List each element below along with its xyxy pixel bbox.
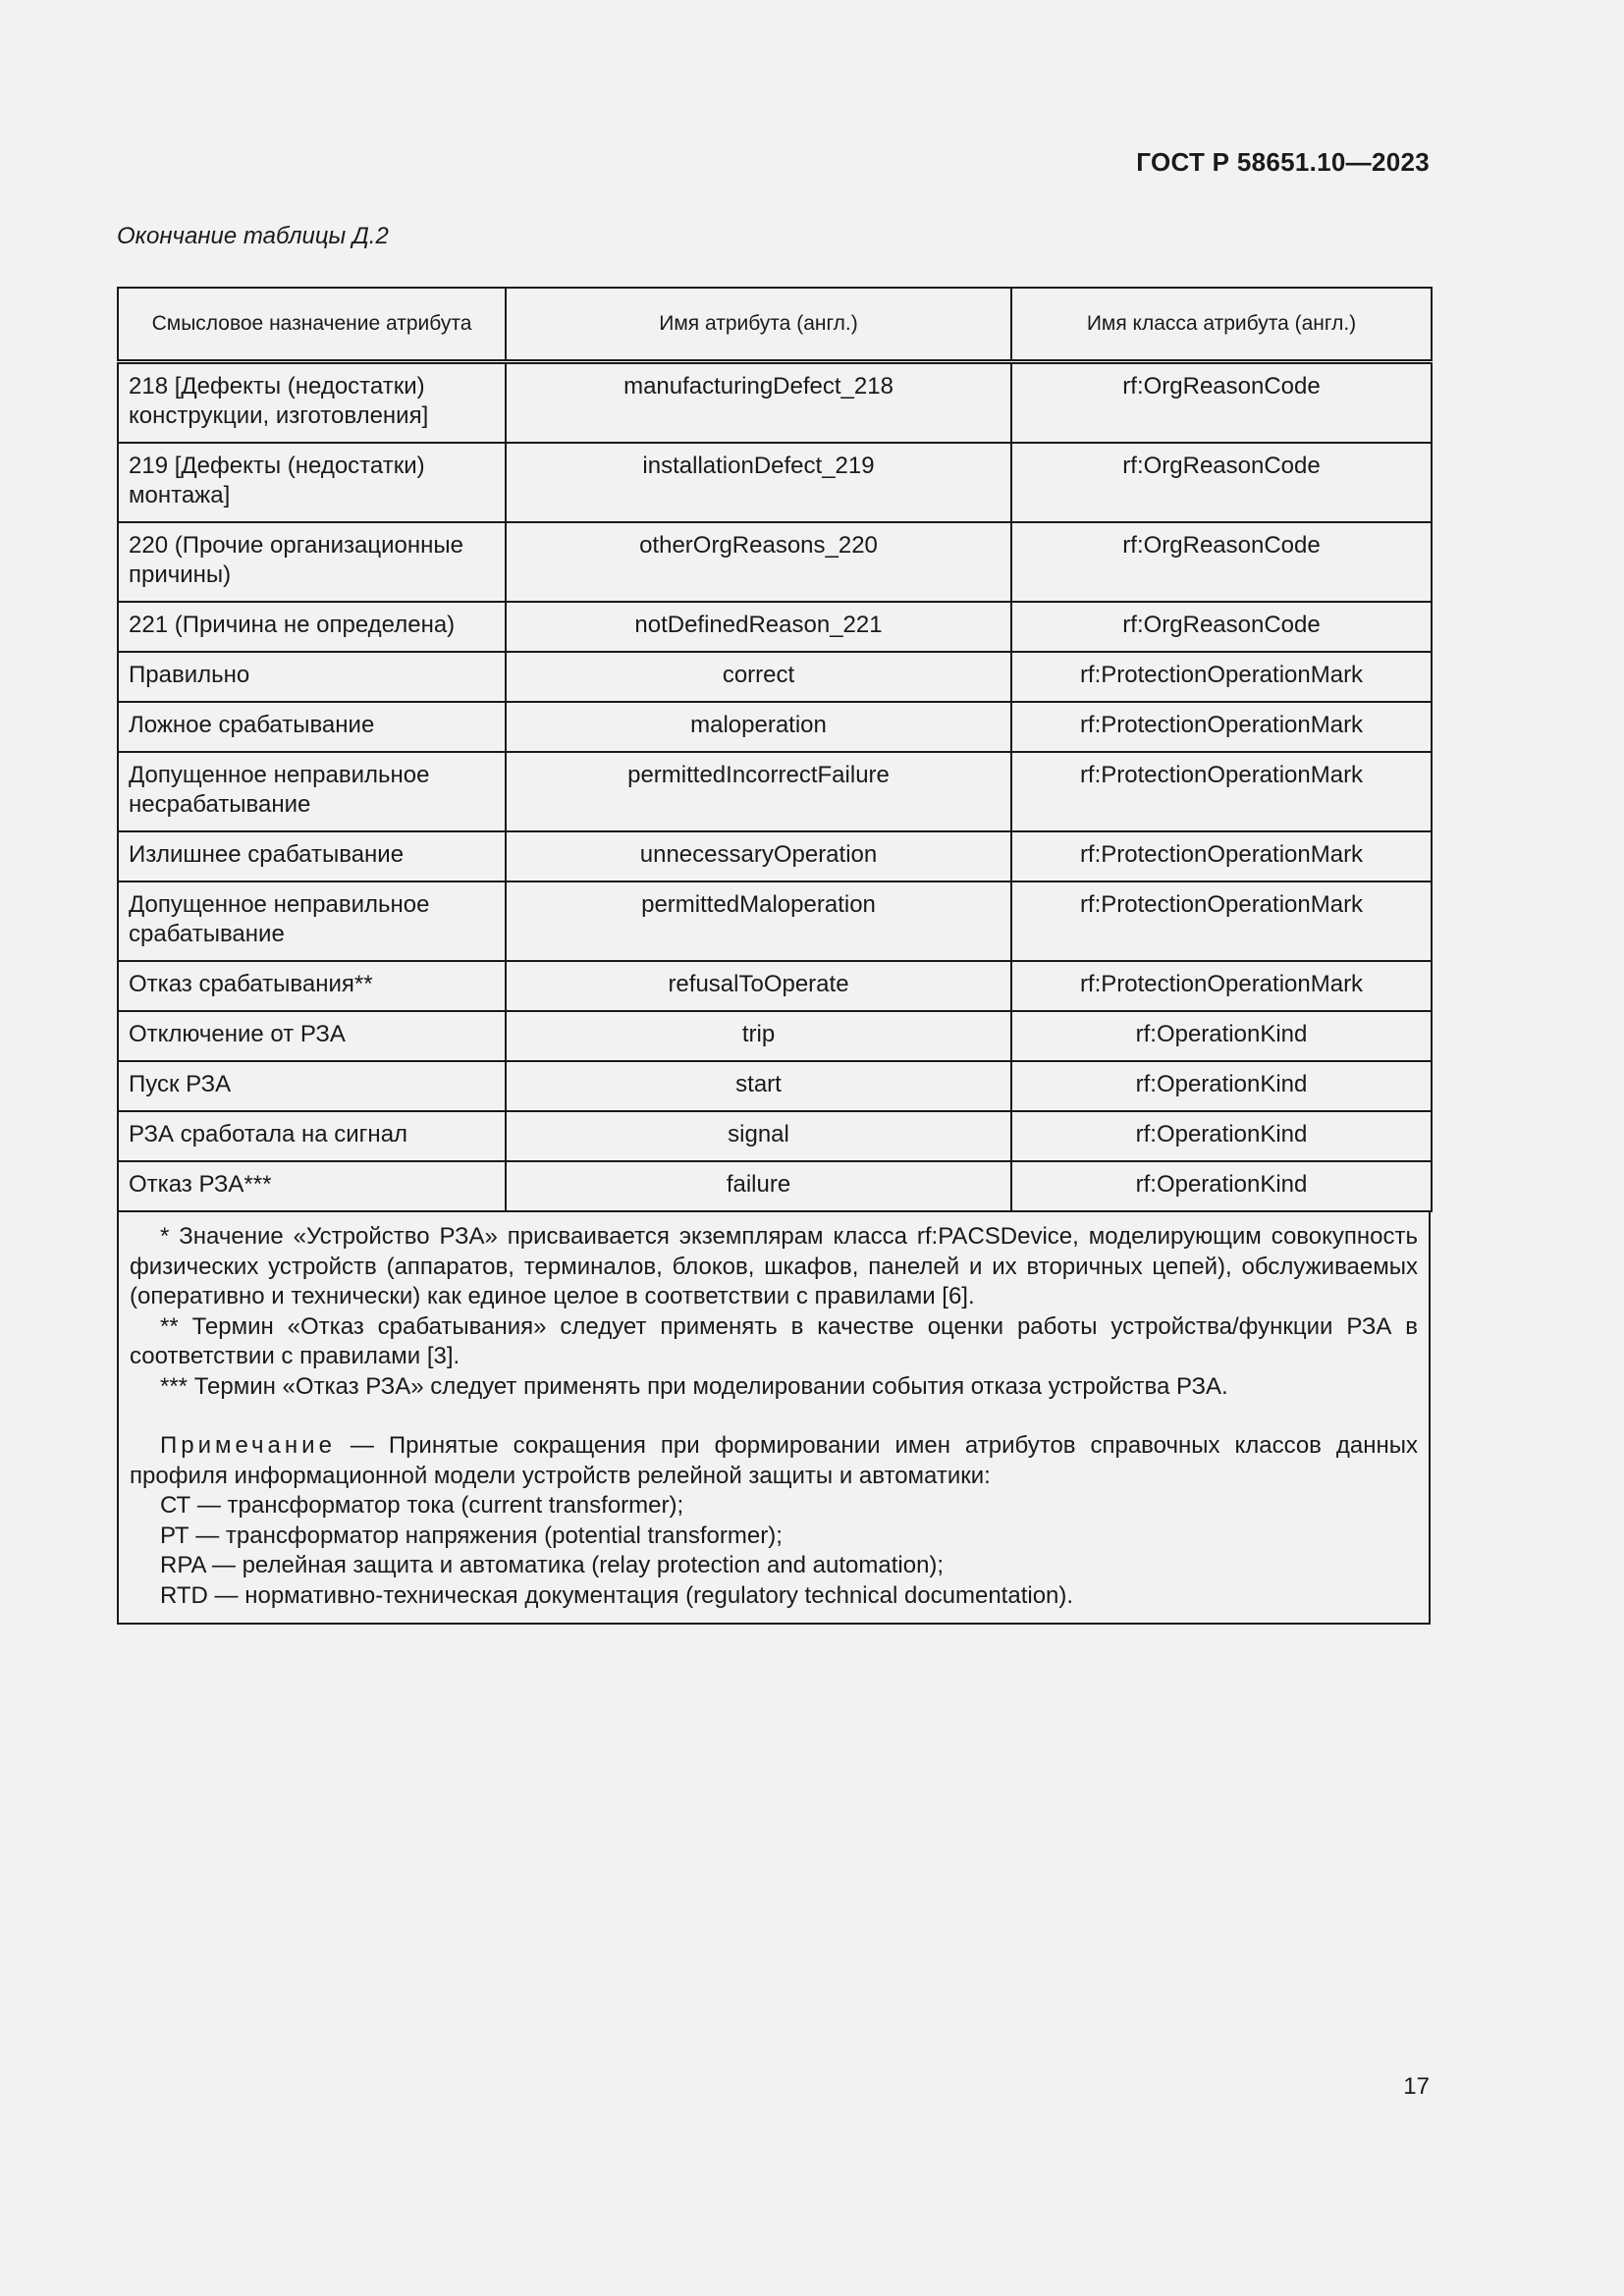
- cell-attribute-name: signal: [506, 1111, 1011, 1161]
- cell-attribute-name: installationDefect_219: [506, 443, 1011, 522]
- abbreviation-rpa: RPA — релейная защита и автоматика (relay protection and automation);: [160, 1552, 945, 1578]
- table-row: [118, 752, 1432, 831]
- table-row: [118, 362, 1432, 444]
- column-header-meaning: Смысловое назначение атрибута: [118, 288, 506, 362]
- cell-meaning: Пуск РЗА: [118, 1061, 506, 1111]
- table-row: [118, 1111, 1432, 1161]
- table-row: [118, 961, 1432, 1011]
- cell-class-name: rf:OrgReasonCode: [1011, 362, 1432, 444]
- cell-class-name: rf:OrgReasonCode: [1011, 602, 1432, 652]
- note-paragraph: [130, 1431, 1418, 1491]
- note-label: Примечание: [160, 1432, 336, 1459]
- table-row: [118, 702, 1432, 752]
- table-row: [118, 831, 1432, 881]
- cell-attribute-name: unnecessaryOperation: [506, 831, 1011, 881]
- cell-meaning: РЗА сработала на сигнал: [118, 1111, 506, 1161]
- cell-attribute-name: failure: [506, 1161, 1011, 1211]
- cell-attribute-name: permittedMaloperation: [506, 881, 1011, 961]
- cell-attribute-name: refusalToOperate: [506, 961, 1011, 1011]
- attribute-table: [117, 287, 1433, 1212]
- cell-attribute-name: maloperation: [506, 702, 1011, 752]
- cell-meaning: Ложное срабатывание: [118, 702, 506, 752]
- cell-attribute-name: start: [506, 1061, 1011, 1111]
- cell-meaning: Излишнее срабатывание: [118, 831, 506, 881]
- abbreviation-rtd: RTD — нормативно-техническая документация (regulatory technical documentation).: [160, 1581, 1074, 1609]
- cell-meaning: Отключение от РЗА: [118, 1011, 506, 1061]
- cell-class-name: rf:OrgReasonCode: [1011, 522, 1432, 602]
- cell-class-name: rf:OperationKind: [1011, 1061, 1432, 1111]
- cell-class-name: rf:ProtectionOperationMark: [1011, 752, 1432, 831]
- table-row: [118, 522, 1432, 602]
- cell-attribute-name: manufacturingDefect_218: [506, 362, 1011, 444]
- cell-class-name: rf:OperationKind: [1011, 1161, 1432, 1211]
- cell-class-name: rf:ProtectionOperationMark: [1011, 652, 1432, 702]
- page-number: 17: [1403, 2073, 1430, 2100]
- table-body: [118, 362, 1432, 1212]
- note-text: — Принятые сокращения при формировании имен атрибутов справочных классов данных профиля информационной модели устройств релейной защиты и автоматики:: [130, 1432, 1418, 1489]
- table-row: [118, 652, 1432, 702]
- cell-attribute-name: notDefinedReason_221: [506, 602, 1011, 652]
- table-caption: Окончание таблицы Д.2: [117, 223, 389, 249]
- attribute-table-container: [117, 287, 1431, 1625]
- cell-meaning: 220 (Прочие организационные причины): [118, 522, 506, 602]
- table-row: [118, 1011, 1432, 1061]
- cell-class-name: rf:OrgReasonCode: [1011, 443, 1432, 522]
- document-code: ГОСТ Р 58651.10—2023: [1136, 147, 1430, 177]
- cell-class-name: rf:ProtectionOperationMark: [1011, 881, 1432, 961]
- cell-class-name: rf:ProtectionOperationMark: [1011, 961, 1432, 1011]
- cell-class-name: rf:ProtectionOperationMark: [1011, 831, 1432, 881]
- cell-meaning: Правильно: [118, 652, 506, 702]
- table-row: [118, 881, 1432, 961]
- table-row: [118, 1161, 1432, 1211]
- table-notes: [117, 1212, 1431, 1625]
- cell-attribute-name: otherOrgReasons_220: [506, 522, 1011, 602]
- cell-attribute-name: trip: [506, 1011, 1011, 1061]
- notes-spacer: [130, 1402, 1418, 1431]
- cell-meaning: Отказ срабатывания**: [118, 961, 506, 1011]
- cell-meaning: Допущенное неправильное несрабатывание: [118, 752, 506, 831]
- table-row: [118, 443, 1432, 522]
- cell-meaning: Допущенное неправильное срабатывание: [118, 881, 506, 961]
- cell-meaning: Отказ РЗА***: [118, 1161, 506, 1211]
- cell-class-name: rf:OperationKind: [1011, 1011, 1432, 1061]
- cell-attribute-name: correct: [506, 652, 1011, 702]
- table-row: [118, 1061, 1432, 1111]
- cell-meaning: 221 (Причина не определена): [118, 602, 506, 652]
- cell-class-name: rf:OperationKind: [1011, 1111, 1432, 1161]
- column-header-attribute-name: Имя атрибута (англ.): [506, 288, 1011, 362]
- footnote-2: ** Термин «Отказ срабатывания» следует применять в качестве оценки работы устройства/функции РЗА в соответствии с правилами [3].: [130, 1312, 1418, 1369]
- abbreviation-pt: РТ — трансформатор напряжения (potential transformer);: [160, 1522, 783, 1549]
- cell-meaning: 219 [Дефекты (недостатки) монтажа]: [118, 443, 506, 522]
- table-header-row: [118, 288, 1432, 362]
- abbreviation-ct: СТ — трансформатор тока (current transformer);: [160, 1492, 684, 1519]
- cell-meaning: 218 [Дефекты (недостатки) конструкции, изготовления]: [118, 362, 506, 444]
- cell-attribute-name: permittedIncorrectFailure: [506, 752, 1011, 831]
- table-row: [118, 602, 1432, 652]
- column-header-class-name: Имя класса атрибута (англ.): [1011, 288, 1432, 362]
- cell-class-name: rf:ProtectionOperationMark: [1011, 702, 1432, 752]
- footnote-1: * Значение «Устройство РЗА» присваивается экземплярам класса rf:PACSDevice, моделирующим совокупность физических устройств (аппаратов, терминалов, блоков, шкафов, панелей и их вторичных цепей), обслуживаемых (оперативно и технически) как единое целое в соответствии с правилами [6].: [130, 1223, 1418, 1309]
- footnote-3: *** Термин «Отказ РЗА» следует применять при моделировании события отказа устройства РЗА.: [160, 1372, 1228, 1400]
